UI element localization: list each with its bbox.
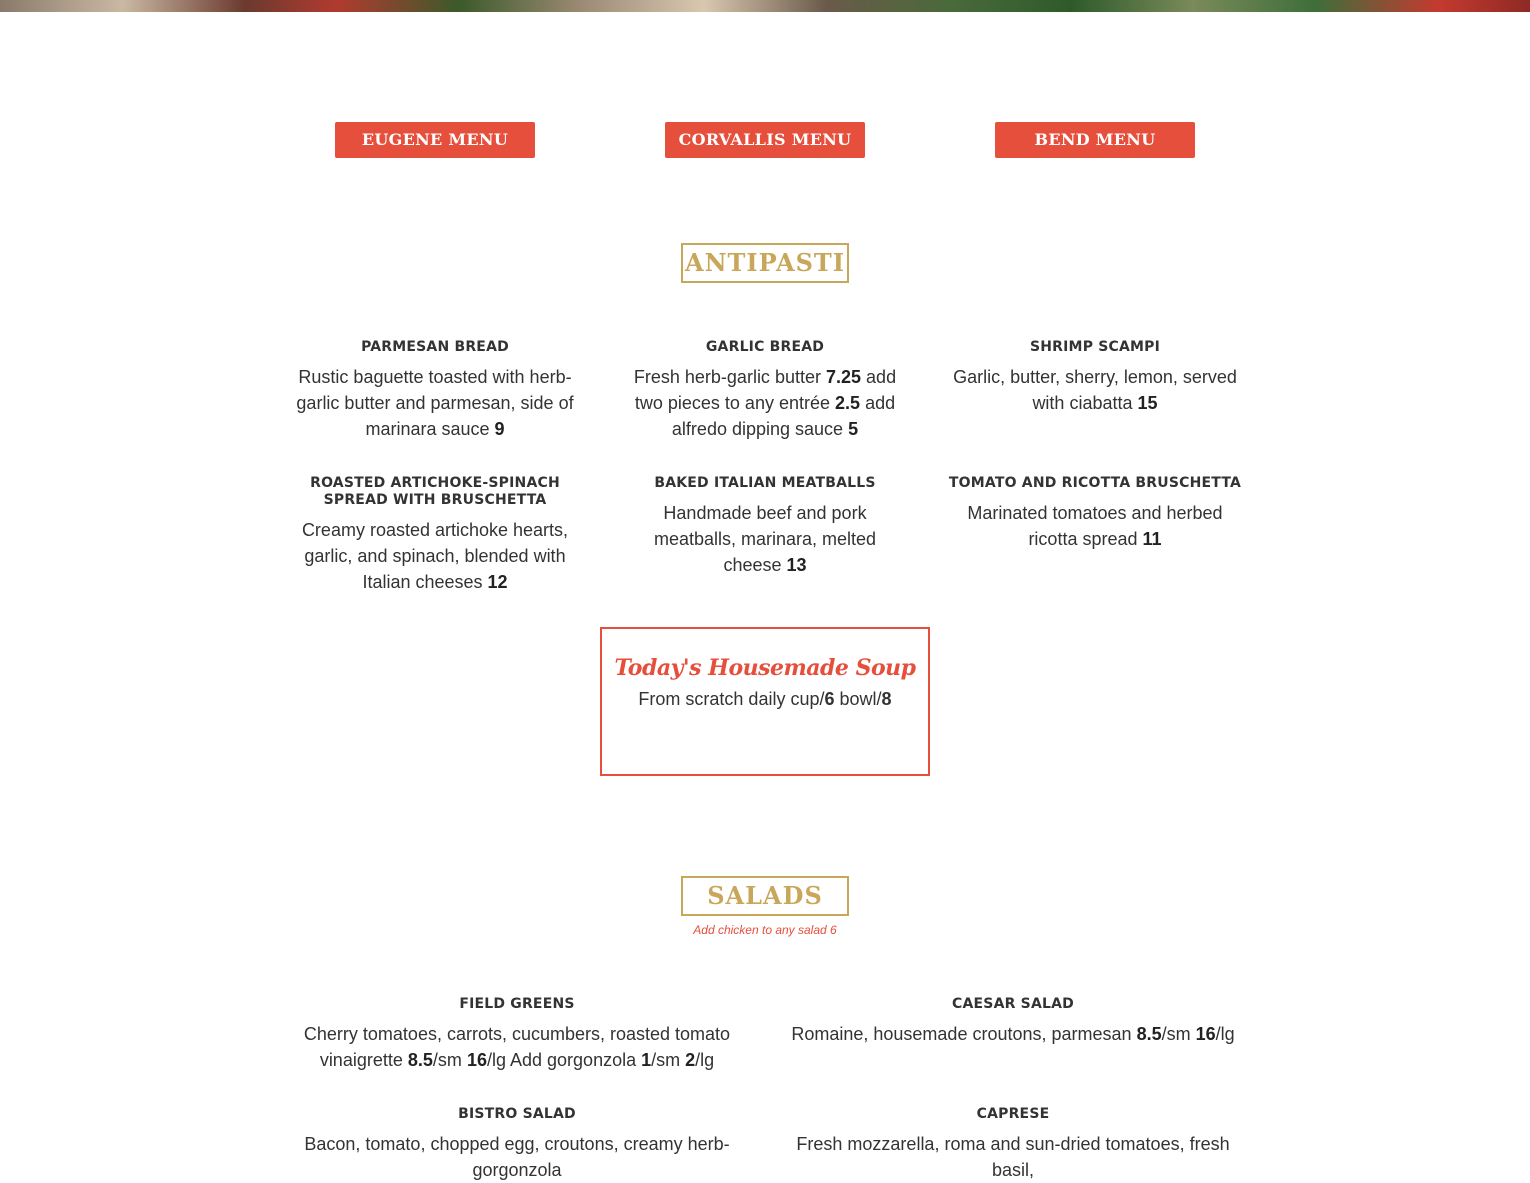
item-price: 16 [1195,1024,1216,1044]
item-price: 1 [641,1050,652,1070]
soup-callout [600,627,930,776]
soup-title: Today's Housemade Soup [614,655,916,681]
item-name: CAPRESE [976,1106,1050,1122]
menu-item [778,1106,1248,1183]
item-description: Bacon, tomato, chopped egg, croutons, creamy herb-gorgonzola [304,1134,730,1180]
item-name: BISTRO SALAD [458,1106,576,1122]
item-description: Cherry tomatoes, carrots, cucumbers, roasted tomato vinaigrette 8.5/sm 16/lg Add gorgonzola 1/sm 2/lg [303,1024,731,1070]
item-name: FIELD GREENS [459,996,575,1012]
corvallis-menu-button[interactable]: CORVALLIS MENU [665,122,865,158]
item-description: Garlic, butter, sherry, lemon, served with ciabatta 15 [953,367,1237,413]
item-name: GARLIC BREAD [705,339,825,355]
menu-item [945,339,1245,416]
menu-item [778,996,1248,1047]
menu-item [282,996,752,1073]
menu-item [285,475,585,595]
item-description: Marinated tomatoes and herbed ricotta spread 11 [967,503,1223,549]
menu-item [282,1106,752,1183]
menu-item [285,339,585,442]
item-name: SHRIMP SCAMPI [1029,339,1161,355]
item-name: BAKED ITALIAN MEATBALLS [654,475,876,491]
eugene-menu-button[interactable]: EUGENE MENU [335,122,535,158]
item-name: ROASTED ARTICHOKE-SPINACH SPREAD WITH BRUSCHETTA [310,475,560,508]
item-name: PARMESAN BREAD [361,339,509,355]
cup-price: 6 [824,689,835,709]
bowl-price: 8 [881,689,892,709]
item-price: 15 [1137,393,1158,413]
soup-description: From scratch daily cup/6 bowl/8 [638,689,892,709]
item-price: 11 [1142,529,1162,549]
item-price: 12 [487,572,508,592]
item-description: Rustic baguette toasted with herb-garlic butter and parmesan, side of marinara sauce 9 [296,367,574,439]
item-description: Romaine, housemade croutons, parmesan 8.5/sm 16/lg [791,1024,1235,1044]
item-price: 8.5 [407,1050,433,1070]
item-price: 16 [466,1050,487,1070]
item-description: Fresh herb-garlic butter 7.25 add two pieces to any entrée 2.5 add alfredo dipping sauce 5 [633,367,897,439]
hero-food-image [0,0,1530,12]
item-price: 7.25 [825,367,862,387]
antipasti-heading: ANTIPASTI [681,243,849,283]
item-name: TOMATO AND RICOTTA BRUSCHETTA [948,475,1242,491]
item-price: 5 [848,419,859,439]
item-price: 2.5 [835,393,861,413]
menu-item [945,475,1245,552]
item-price: 9 [494,419,505,439]
bend-menu-button[interactable]: BEND MENU [995,122,1195,158]
item-name: CAESAR SALAD [952,996,1074,1012]
item-price: 13 [786,555,807,575]
salad-note: Add chicken to any salad 6 [693,923,837,937]
salads-heading: SALADS [681,876,849,916]
item-description: Fresh mozzarella, roma and sun-dried tomatoes, fresh basil, [796,1134,1230,1180]
item-price: 8.5 [1136,1024,1162,1044]
item-description: Creamy roasted artichoke hearts, garlic, and spinach, blended with Italian cheeses 12 [301,520,569,592]
item-price: 2 [685,1050,696,1070]
menu-item [625,475,905,578]
menu-item [625,339,905,442]
item-description: Handmade beef and pork meatballs, marinara, melted cheese 13 [653,503,877,575]
